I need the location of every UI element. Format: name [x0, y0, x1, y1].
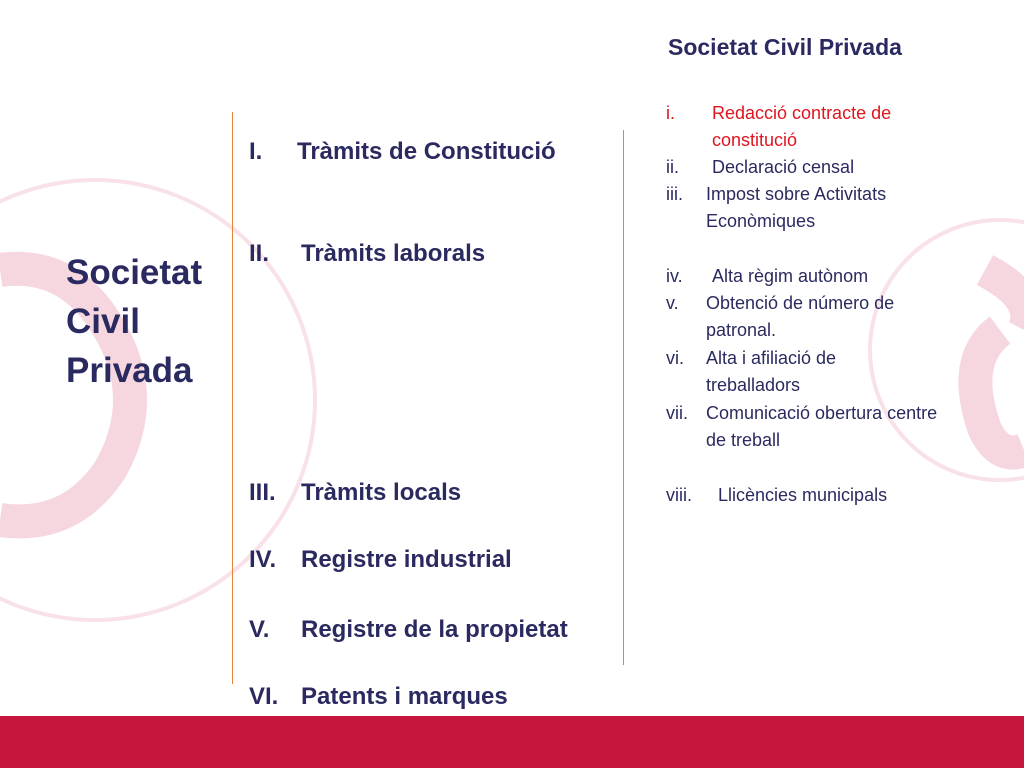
main-title-line: Civil: [66, 302, 140, 341]
procedure-number: III.: [249, 479, 276, 506]
step-label: Declaració censal: [712, 157, 855, 177]
step-number: ii.: [666, 157, 679, 177]
procedure-number: I.: [249, 138, 263, 165]
procedure-item: [249, 616, 568, 644]
procedure-number: IV.: [249, 546, 277, 573]
procedure-label: Tràmits laborals: [301, 240, 486, 267]
step-number: i.: [666, 103, 675, 123]
step-label: Impost sobre Activitats Econòmiques: [706, 184, 887, 231]
step-number: vii.: [666, 403, 688, 423]
main-title: [66, 248, 202, 395]
procedure-label: Patents i marques: [301, 683, 508, 710]
step-label: Alta règim autònom: [712, 266, 869, 286]
step-number: viii.: [666, 485, 692, 505]
step-number: vi.: [666, 348, 684, 368]
right-column-title: Societat Civil Privada: [668, 34, 902, 60]
procedure-label: Registre de la propietat: [301, 616, 568, 643]
step-number: iv.: [666, 266, 683, 286]
step-label: Obtenció de número de patronal.: [706, 293, 895, 340]
step-label: Alta i afiliació de treballadors: [706, 348, 837, 395]
step-label: Redacció contracte de constitució: [712, 103, 892, 150]
left-divider: [232, 112, 233, 684]
procedure-item: [249, 240, 485, 268]
procedure-label: Tràmits de Constitució: [297, 138, 556, 165]
step-label: Comunicació obertura centre de treball: [706, 403, 938, 450]
procedure-item: [249, 683, 508, 711]
procedure-number: II.: [249, 240, 270, 267]
right-divider: [623, 130, 624, 665]
step-number: v.: [666, 293, 679, 313]
procedure-item: [249, 546, 512, 574]
main-title-line: Privada: [66, 351, 193, 390]
procedure-item: [249, 479, 461, 507]
step-label: Llicències municipals: [718, 485, 888, 505]
footer-band: [0, 716, 1024, 768]
procedure-label: Registre industrial: [301, 546, 512, 573]
main-title-line: Societat: [66, 253, 203, 292]
procedure-number: VI.: [249, 683, 279, 710]
procedure-label: Tràmits locals: [301, 479, 462, 506]
procedure-item: [249, 138, 556, 166]
procedure-number: V.: [249, 616, 270, 643]
step-number: iii.: [666, 184, 683, 204]
